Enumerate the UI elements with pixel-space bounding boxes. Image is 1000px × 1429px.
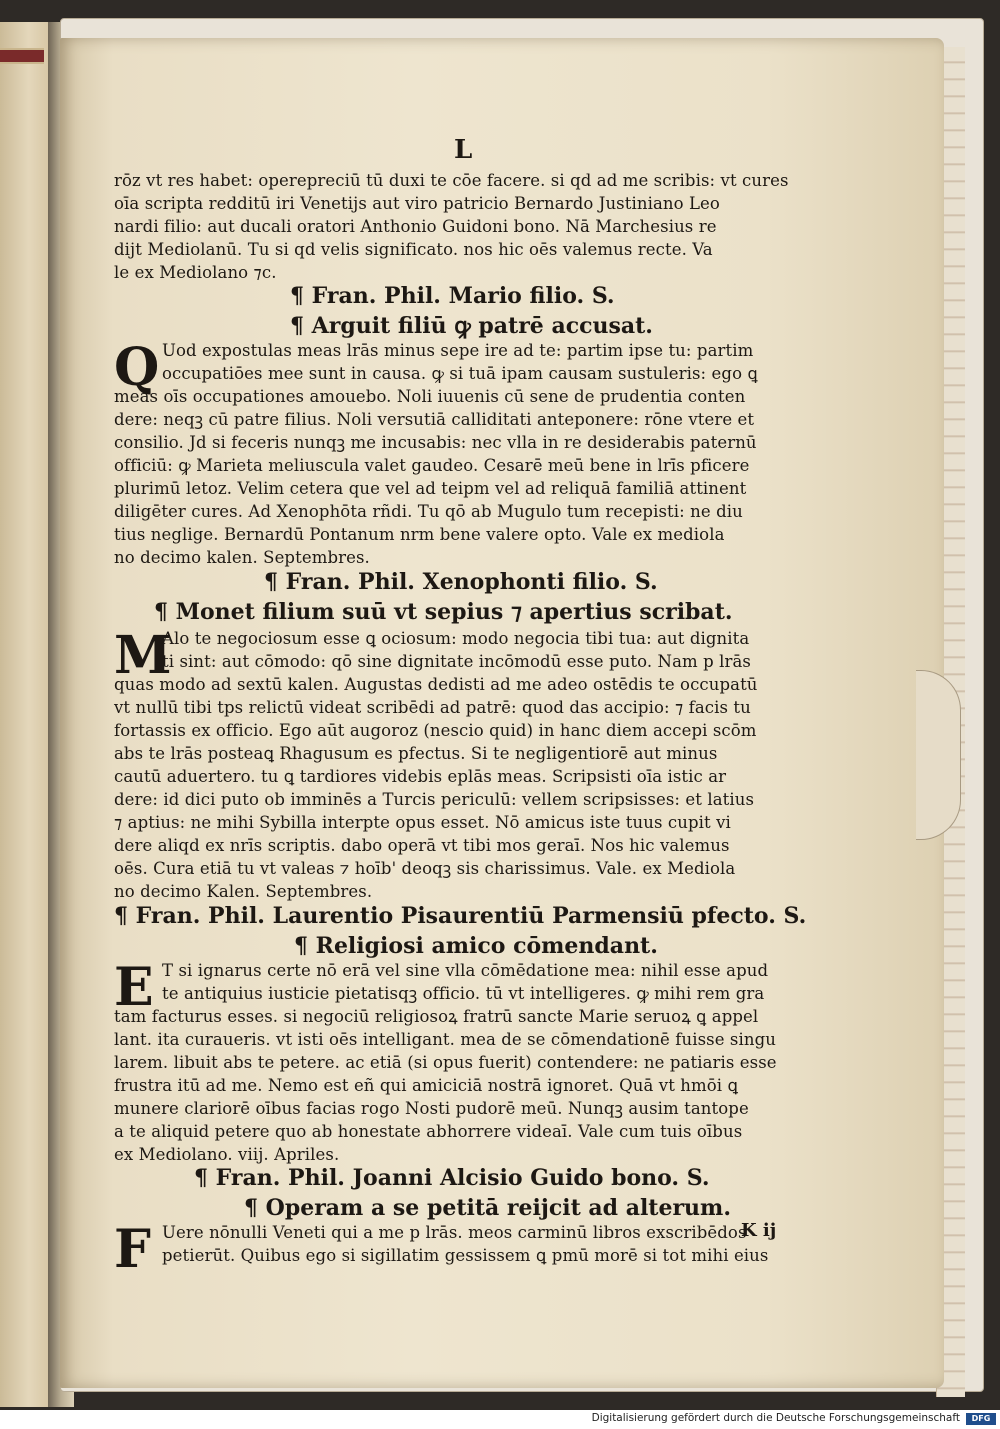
text-line: no decimo Kalen. Septembres.	[114, 882, 373, 901]
text-line: dere: neqꝫ cū patre filius. Noli versutiā calliditati anteponere: rōne vtere et	[114, 410, 755, 429]
letter-heading: ¶ Fran. Phil. Xenophonti filio. S.	[264, 569, 658, 595]
letter-subheading: ¶ Religiosi amico cōmendant.	[294, 933, 658, 959]
text-line: diligēter cures. Ad Xenophōta rñdi. Tu qō ab Mugulo tum recepisti: ne diu	[114, 502, 743, 521]
text-line: plurimū letoz. Velim cetera que vel ad teipm vel ad reliquā familiā attinent	[114, 479, 747, 498]
text-line: quas modo ad sextū kalen. Augustas dedisti ad me adeo ostēdis te occupatū	[114, 675, 758, 694]
text-line: a te aliquid petere quo ab honestate abhorrere videaī. Vale cum tuis oībus	[114, 1122, 743, 1141]
bookmark-ribbon	[0, 48, 44, 64]
text-line: rōz vt res habet: operepreciū tū duxi te cōe facere. si qd ad me scribis: vt cures	[114, 171, 789, 190]
text-line: lant. ita curaueris. vt isti oēs intelligant. mea de se cōmendationē fuisse singu	[114, 1030, 776, 1049]
text-line: ti sint: aut cōmodo: qō sine dignitate incōmodū esse puto. Nam p lrās	[162, 652, 751, 671]
letter-heading: ¶ Fran. Phil. Mario filio. S.	[290, 283, 615, 309]
dfg-logo: DFG	[966, 1413, 996, 1425]
text-line: nardi filio: aut ducali oratori Anthonio Guidoni bono. Nā Marchesius re	[114, 217, 717, 236]
drop-initial: F	[114, 1219, 151, 1280]
text-line: le ex Mediolano ⁊c.	[114, 263, 277, 282]
text-line: officiū: ꝙ Marieta meliuscula valet gaudeo. Cesarē meū bene in lrīs pficere	[114, 456, 750, 475]
letter-subheading: ¶ Monet filium suū vt sepius ⁊ apertius scribat.	[154, 599, 733, 625]
drop-initial: M	[114, 625, 172, 686]
funding-credit: Digitalisierung gefördert durch die Deutsche Forschungsgemeinschaft	[591, 1412, 960, 1424]
text-line: ex Mediolano. viij. Apriles.	[114, 1145, 340, 1164]
signature-mark: K ij	[741, 1220, 777, 1241]
text-line: no decimo kalen. Septembres.	[114, 548, 370, 567]
text-line: dere aliqd ex nrīs scriptis. dabo operā vt tibi mos geraī. Nos hic valemus	[114, 836, 730, 855]
text-line: petierūt. Quibus ego si sigillatim gessissem ꝗ pmū morē si tot mihi eius	[162, 1246, 769, 1265]
text-line: Alo te negociosum esse ꝗ ociosum: modo negocia tibi tua: aut dignita	[162, 629, 750, 648]
text-line: frustra itū ad me. Nemo est eñ qui amiciciā nostrā ignoret. Quā vt hmōi ꝗ	[114, 1076, 739, 1095]
drop-initial: E	[114, 957, 154, 1018]
text-line: vt nullū tibi tps relictū videat scribēdi ad patrē: quod das accipio: ⁊ facis tu	[114, 698, 751, 717]
text-line: Uere nōnulli Veneti qui a me p lrās. meos carminū libros exscribēdos	[162, 1223, 747, 1242]
text-line: dijt Mediolanū. Tu si qd velis significato. nos hic oēs valemus recte. Va	[114, 240, 713, 259]
text-line: ⁊ aptius: ne mihi Sybilla interpte opus esset. Nō amicus iste tuus cupit vi	[114, 813, 731, 832]
text-line: tius neglige. Bernardū Pontanum nrm bene valere opto. Vale ex mediola	[114, 525, 725, 544]
text-line: munere clariorē oībus facias rogo Nosti pudorē meū. Nunqꝫ ausim tantope	[114, 1099, 749, 1118]
letter-heading: ¶ Fran. Phil. Joanni Alcisio Guido bono. S.	[194, 1165, 710, 1191]
text-line: fortassis ex officio. Ego aūt augoroz (nescio quid) in hanc diem accepi scōm	[114, 721, 757, 740]
letter-heading: ¶ Fran. Phil. Laurentio Pisaurentiū Parmensiū pfecto. S.	[114, 903, 807, 929]
text-line: consilio. Jd si feceris nunqꝫ me incusabis: nec vlla in re desiderabis paternū	[114, 433, 757, 452]
text-line: tam facturus esses. si negociū religiosoꝝ fratrū sancte Marie seruoꝝ ꝗ appel	[114, 1007, 759, 1026]
text-line: cautū aduertero. tu ꝗ tardiores videbis eplās meas. Scripsisti oīa istic ar	[114, 767, 727, 786]
page-tab	[916, 670, 961, 840]
text-line: meas oīs occupationes amouebo. Noli iuuenis cū sene de prudentia conten	[114, 387, 746, 406]
text-line: oēs. Cura etiā tu vt valeas ⁊ hoīb' deoqꝫ sis charissimus. Vale. ex Mediola	[114, 859, 736, 878]
text-line: te antiquius iusticie pietatisqꝫ officio. tū vt intelligeres. ꝙ mihi rem gra	[162, 984, 765, 1003]
letter-subheading: ¶ Arguit filiū ꝙ patrē accusat.	[290, 313, 653, 339]
left-page-edge	[0, 22, 50, 1407]
footer-bar	[0, 1410, 1000, 1429]
text-line: larem. libuit abs te petere. ac etiā (si opus fuerit) contendere: ne patiaris esse	[114, 1053, 777, 1072]
page-header-letter: L	[454, 135, 473, 165]
text-line: abs te lrās posteaꝗ Rhagusum es pfectus. Si te negligentiorē aut minus	[114, 744, 718, 763]
text-line: oīa scripta redditū iri Venetijs aut viro patricio Bernardo Justiniano Leo	[114, 194, 720, 213]
text-line: occupatiōes mee sunt in causa. ꝙ si tuā ipam causam sustuleris: ego ꝗ	[162, 364, 758, 383]
letter-subheading: ¶ Operam a se petitā reijcit ad alterum.	[244, 1195, 731, 1221]
drop-initial: Q	[114, 337, 160, 398]
text-line: T si ignarus certe nō erā vel sine vlla cōmēdatione mea: nihil esse apud	[162, 961, 769, 980]
text-line: dere: id dici puto ob imminēs a Turcis periculū: vellem scripsisses: et latius	[114, 790, 755, 809]
text-line: Uod expostulas meas lrās minus sepe ire ad te: partim ipse tu: partim	[162, 341, 754, 360]
